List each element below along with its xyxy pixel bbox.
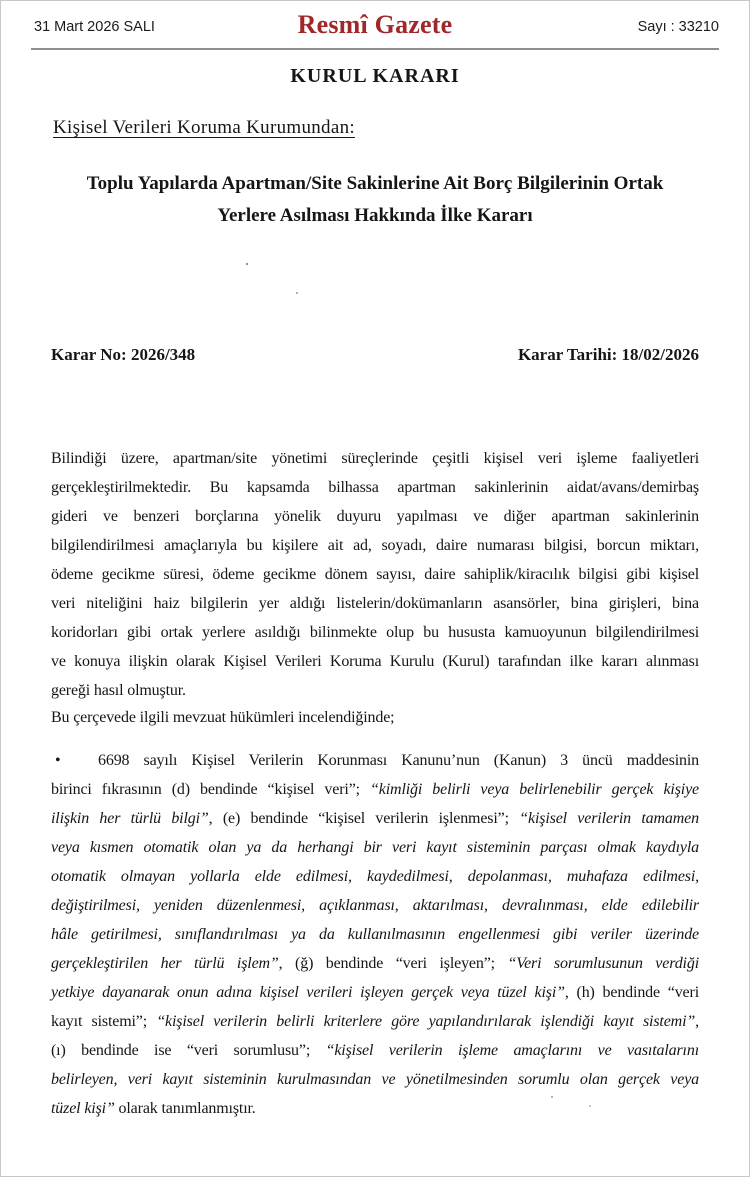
text-line: ödeme gecikme süresi, ödeme gecikme dönem sayısı, daire sahiplik/kiracılık bilgisi gibi kişisel: [51, 566, 699, 583]
gazette-issue-number: Sayı : 33210: [637, 19, 719, 35]
text-line: • 6698 sayılı Kişisel Verilerin Korunması Kanunu’nun (Kanun) 3 üncü maddesinin: [51, 746, 699, 775]
paragraph-intro: [51, 444, 699, 705]
text-line: belirleyen, veri kayıt sisteminin kurulmasından ve yönetilmesinden sorumlu olan gerçek veya: [51, 1071, 699, 1088]
issuer-line: Kişisel Verileri Koruma Kurumundan:: [53, 117, 355, 138]
bullet-paragraph: [51, 746, 699, 1123]
text-line: (ı) bendinde ise “veri sorumlusu”; “kişisel verilerin işleme amaçlarını ve vasıtalarını: [51, 1042, 699, 1059]
decision-meta-row: [51, 345, 699, 365]
decision-date: Karar Tarihi: 18/02/2026: [517, 345, 699, 364]
decision-title: [41, 168, 709, 232]
gazette-masthead: Resmî Gazete: [297, 10, 453, 39]
text-line: ve konuya ilişkin olarak Kişisel Verileri Koruma Kurulu (Kurul) tarafından ilke kararı alınması: [51, 653, 699, 670]
text-line: gerçekleştirilen her türlü işlem”, (ğ) bendinde “veri işleyen”; “Veri sorumlusunun verdiği: [51, 955, 699, 972]
text-line: koridorları gibi ortak yerlere asıldığı bilinmekte olup bu hususta kamuoyunun bilgilendirilmesi: [51, 624, 699, 641]
text-line: Toplu Yapılarda Apartman/Site Sakinlerine Ait Borç Bilgilerinin Ortak: [86, 173, 664, 194]
text-line: gideri ve benzeri borçlarına yönelik duyuru yapılması ve diğer apartman sakinlerinin: [51, 508, 699, 525]
text-line: bilgilendirilmesi amaçlarıyla bu kişilere ait ad, soyadı, daire numarası bilgisi, borcun miktarı,: [51, 537, 699, 554]
section-heading: KURUL KARARI: [290, 65, 460, 87]
text-line: hâle getirilmesi, sınıflandırılması ya da kullanılmasının engellenmesi gibi veriler üzerinde: [51, 926, 699, 943]
bullet-icon: •: [55, 752, 61, 769]
text-line: veri niteliğini haiz bilgilerin yer aldığı listelerin/dokümanların asansörler, bina girişleri, bina: [51, 595, 699, 612]
text-line: tüzel kişi” olarak tanımlanmıştır.: [51, 1100, 256, 1117]
text-line: yetkiye dayanarak onun adına kişisel verileri işleyen gerçek veya tüzel kişi”, (h) bendinde “veri: [51, 984, 699, 1001]
gazette-header: [31, 1, 719, 47]
text-line: Yerlere Asılması Hakkında İlke Kararı: [217, 205, 533, 226]
decision-no: Karar No: 2026/348: [51, 345, 196, 364]
text-line: otomatik olmayan yollarla elde edilmesi, kaydedilmesi, depolanması, muhafaza edilmesi,: [51, 868, 699, 885]
header-divider: [31, 48, 719, 50]
text-line: gereği hasıl olmuştur.: [51, 682, 186, 699]
text-line: değiştirilmesi, yeniden düzenlenmesi, açıklanması, aktarılması, devralınması, elde edilebilir: [51, 897, 699, 914]
text-line: veya kısmen otomatik olan ya da herhangi bir veri kayıt sisteminin parçası olmak kaydıyla: [51, 839, 699, 856]
gazette-date: 31 Mart 2026 SALI: [34, 19, 155, 35]
text-line: kayıt sistemi”; “kişisel verilerin belirli kriterlere göre yapılandırılarak işlendiği kayıt sistemi”,: [51, 1013, 699, 1030]
text-line: Bilindiği üzere, apartman/site yönetimi süreçlerinde çeşitli kişisel veri işleme faaliyetleri: [51, 450, 699, 467]
stray-mark: [246, 263, 248, 265]
text-line: ilişkin her türlü bilgi”, (e) bendinde “kişisel verilerin işlenmesi”; “kişisel verilerin tamamen: [51, 810, 699, 827]
stray-mark: [296, 292, 298, 294]
paragraph-legal-context: Bu çerçevede ilgili mevzuat hükümleri incelendiğinde;: [51, 709, 395, 726]
text-line: birinci fıkrasının (d) bendinde “kişisel veri”; “kimliği belirli veya belirlenebilir gerçek kişiye: [51, 781, 699, 798]
text-line: gerçekleştirilmektedir. Bu kapsamda bilhassa apartman sakinlerinin aidat/avans/demirbaş: [51, 479, 699, 496]
